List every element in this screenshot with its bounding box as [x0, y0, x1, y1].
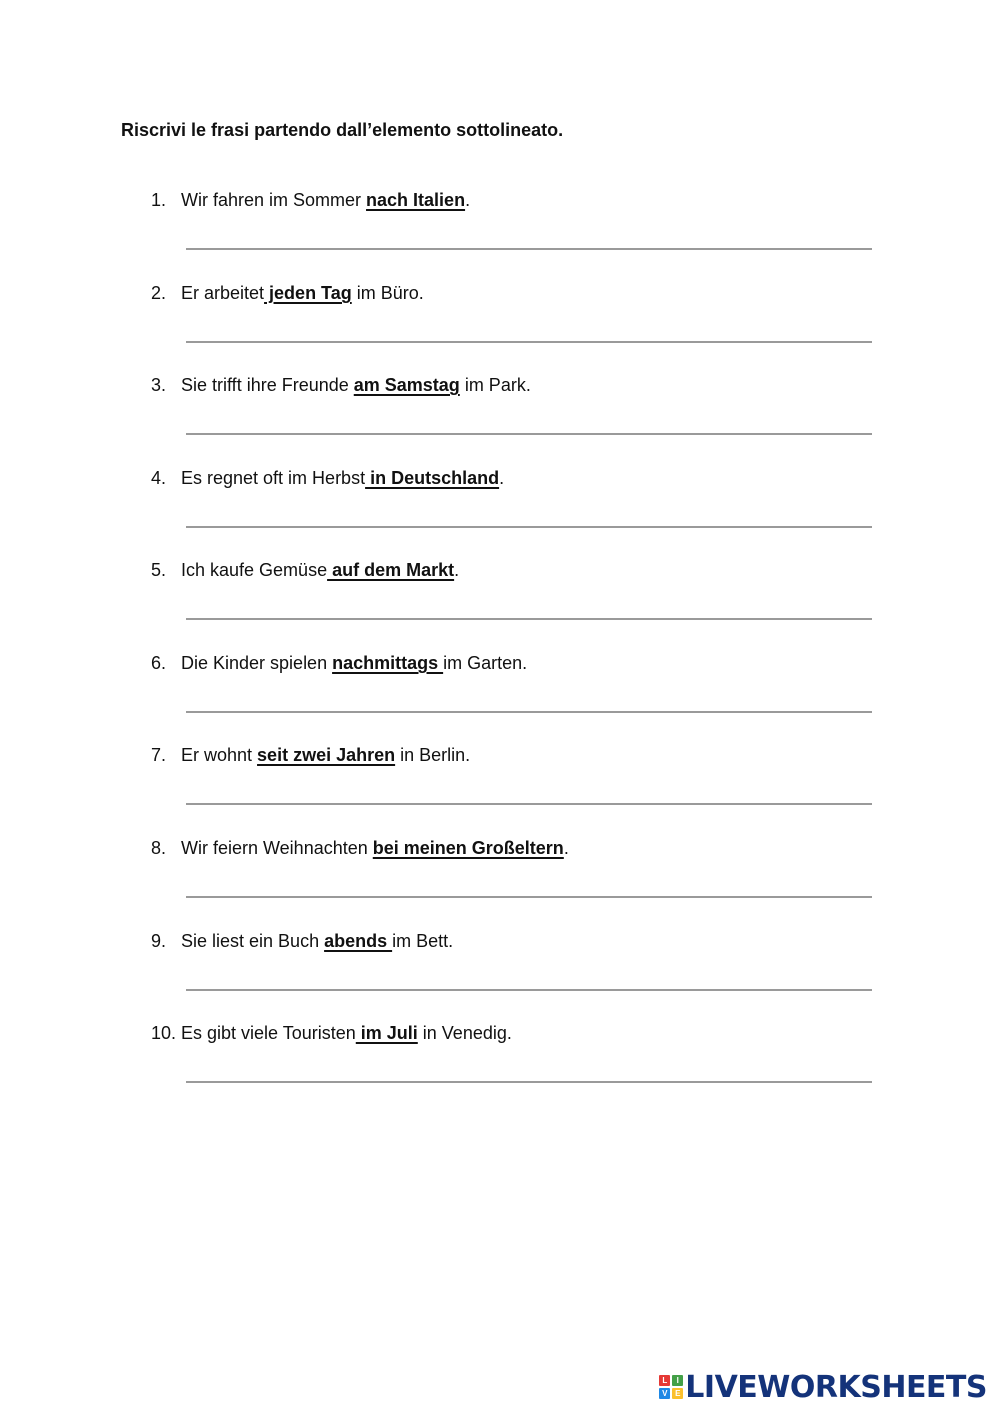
- logo-letter: E: [672, 1388, 683, 1399]
- question-item: [151, 837, 911, 907]
- answer-input[interactable]: [186, 248, 872, 250]
- question-number: 1.: [151, 190, 167, 210]
- question-item: [151, 559, 911, 629]
- underlined-element: nachmittags: [332, 653, 444, 673]
- sentence-part: Er wohnt: [181, 745, 258, 765]
- answer-input[interactable]: [186, 618, 872, 620]
- answer-input[interactable]: [186, 526, 872, 528]
- underlined-element: nach Italien: [366, 190, 466, 210]
- question-item: [151, 467, 911, 537]
- liveworksheets-logo: [659, 1369, 987, 1405]
- sentence-part: Wir fahren im Sommer: [181, 190, 367, 210]
- answer-input[interactable]: [186, 803, 872, 805]
- question-text: [151, 1022, 911, 1044]
- question-item: [151, 189, 911, 259]
- answer-input[interactable]: [186, 341, 872, 343]
- sentence-part: im Garten.: [443, 653, 528, 673]
- sentence-part: im Park.: [459, 375, 531, 395]
- logo-icon: [659, 1375, 683, 1399]
- answer-input[interactable]: [186, 433, 872, 435]
- sentence-part: Es gibt viele Touristen: [181, 1023, 356, 1043]
- question-text: [151, 652, 911, 674]
- underlined-element: seit zwei Jahren: [257, 745, 396, 765]
- question-item: [151, 1022, 911, 1092]
- question-number: 6.: [151, 653, 167, 673]
- answer-input[interactable]: [186, 1081, 872, 1083]
- question-number: 2.: [151, 283, 167, 303]
- question-item: [151, 282, 911, 352]
- sentence-part: im Büro.: [351, 283, 424, 303]
- brand-name: LIVEWORKSHEETS: [685, 1369, 987, 1405]
- sentence-part: Es regnet oft im Herbst: [181, 468, 366, 488]
- underlined-element: in Deutschland: [365, 468, 500, 488]
- sentence-part: Sie trifft ihre Freunde: [181, 375, 354, 395]
- logo-letter: I: [672, 1375, 683, 1386]
- sentence-part: Die Kinder spielen: [181, 653, 333, 673]
- sentence-part: .: [563, 838, 569, 858]
- question-number: 4.: [151, 468, 167, 488]
- answer-input[interactable]: [186, 896, 872, 898]
- question-number: 7.: [151, 745, 167, 765]
- question-item: [151, 374, 911, 444]
- sentence-part: .: [499, 468, 505, 488]
- question-item: [151, 930, 911, 1000]
- sentence-part: Sie liest ein Buch: [181, 931, 325, 951]
- underlined-element: abends: [324, 931, 393, 951]
- answer-input[interactable]: [186, 711, 872, 713]
- question-text: [151, 374, 911, 396]
- question-text: [151, 837, 911, 859]
- question-text: [151, 282, 911, 304]
- question-item: [151, 652, 911, 722]
- sentence-part: in Venedig.: [417, 1023, 512, 1043]
- question-number: 5.: [151, 560, 167, 580]
- question-number: 8.: [151, 838, 167, 858]
- sentence-part: .: [465, 190, 471, 210]
- sentence-part: in Berlin.: [395, 745, 471, 765]
- underlined-element: am Samstag: [353, 375, 460, 395]
- page-title: Riscrivi le frasi partendo dall’elemento sottolineato.: [121, 120, 564, 140]
- question-text: [151, 467, 911, 489]
- underlined-element: jeden Tag: [264, 283, 352, 303]
- logo-letter: V: [659, 1388, 670, 1399]
- question-number: 3.: [151, 375, 167, 395]
- sentence-part: Wir feiern Weihnachten: [181, 838, 373, 858]
- question-number: 10.: [151, 1023, 177, 1043]
- sentence-part: Ich kaufe Gemüse: [181, 560, 328, 580]
- question-text: [151, 744, 911, 766]
- answer-input[interactable]: [186, 989, 872, 991]
- sentence-part: im Bett.: [392, 931, 454, 951]
- underlined-element: im Juli: [355, 1023, 418, 1043]
- sentence-part: .: [454, 560, 460, 580]
- question-text: [151, 930, 911, 952]
- underlined-element: auf dem Markt: [327, 560, 455, 580]
- underlined-element: bei meinen Großeltern: [372, 838, 564, 858]
- question-number: 9.: [151, 931, 167, 951]
- sentence-part: Er arbeitet: [181, 283, 265, 303]
- question-item: [151, 744, 911, 814]
- question-text: [151, 559, 911, 581]
- logo-letter: L: [659, 1375, 670, 1386]
- question-text: [151, 189, 911, 211]
